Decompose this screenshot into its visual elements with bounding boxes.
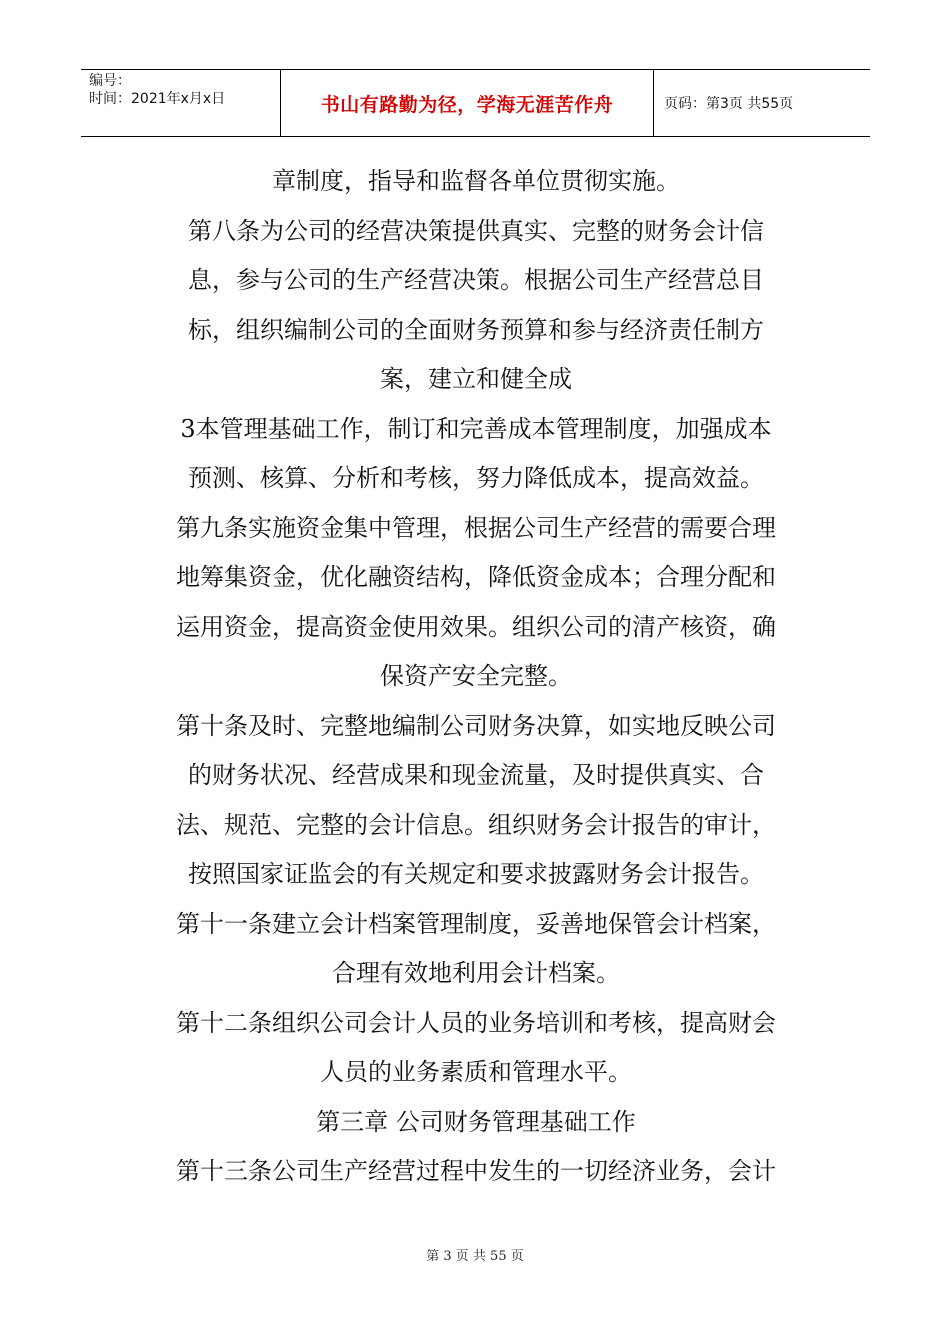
body-line: 的财务状况、经营成果和现金流量，及时提供真实、合 (188, 761, 764, 789)
document-body (150, 157, 802, 1197)
body-line: 标，组织编制公司的全面财务预算和参与经济责任制方 (188, 315, 764, 344)
body-line: 息，参与公司的生产经营决策。根据公司生产经营总目 (188, 266, 764, 294)
body-line: 第十二条组织公司会计人员的业务培训和考核，提高财会 (176, 1008, 776, 1037)
body-line: 预测、核算、分析和考核，努力降低成本，提高效益。 (188, 464, 764, 492)
body-line: 法、规范、完整的会计信息。组织财务会计报告的审计， (176, 810, 776, 839)
body-line: 第十一条建立会计档案管理制度，妥善地保管会计档案， (176, 909, 776, 938)
body-line: 第十三条公司生产经营过程中发生的一切经济业务，会计 (176, 1157, 776, 1185)
body-line: 运用资金，提高资金使用效果。组织公司的清产核资，确 (176, 612, 776, 641)
body-line: 地筹集资金，优化融资结构，降低资金成本；合理分配和 (176, 563, 776, 591)
body-line: 人员的业务素质和管理水平。 (320, 1058, 632, 1086)
body-line: 案，建立和健全成 (380, 365, 572, 393)
header-motto: 书山有路勤为径，学海无涯苦作舟 (281, 70, 654, 136)
body-line: 保资产安全完整。 (380, 662, 572, 690)
header-page-info: 页码：第3页 共55页 (664, 96, 794, 112)
body-line: 合理有效地利用会计档案。 (332, 959, 620, 987)
chapter-heading: 第三章 公司财务管理基础工作 (316, 1107, 636, 1136)
body-line: 章制度，指导和监督各单位贯彻实施。 (272, 167, 680, 195)
header-meta (81, 70, 281, 136)
serial-number-label: 编号： (89, 73, 131, 89)
date-label: 时间：2021年x月x日 (89, 91, 226, 107)
body-line: 3本管理基础工作，制订和完善成本管理制度，加强成本 (180, 414, 772, 443)
body-line: 第八条为公司的经营决策提供真实、完整的财务会计信 (188, 216, 764, 245)
body-line: 按照国家证监会的有关规定和要求披露财务会计报告。 (188, 860, 764, 888)
document-header (81, 69, 870, 137)
body-line: 第九条实施资金集中管理，根据公司生产经营的需要合理 (176, 513, 776, 542)
page-footer: 第 3 页 共 55 页 (426, 1249, 524, 1264)
body-line: 第十条及时、完整地编制公司财务决算，如实地反映公司 (176, 711, 776, 740)
